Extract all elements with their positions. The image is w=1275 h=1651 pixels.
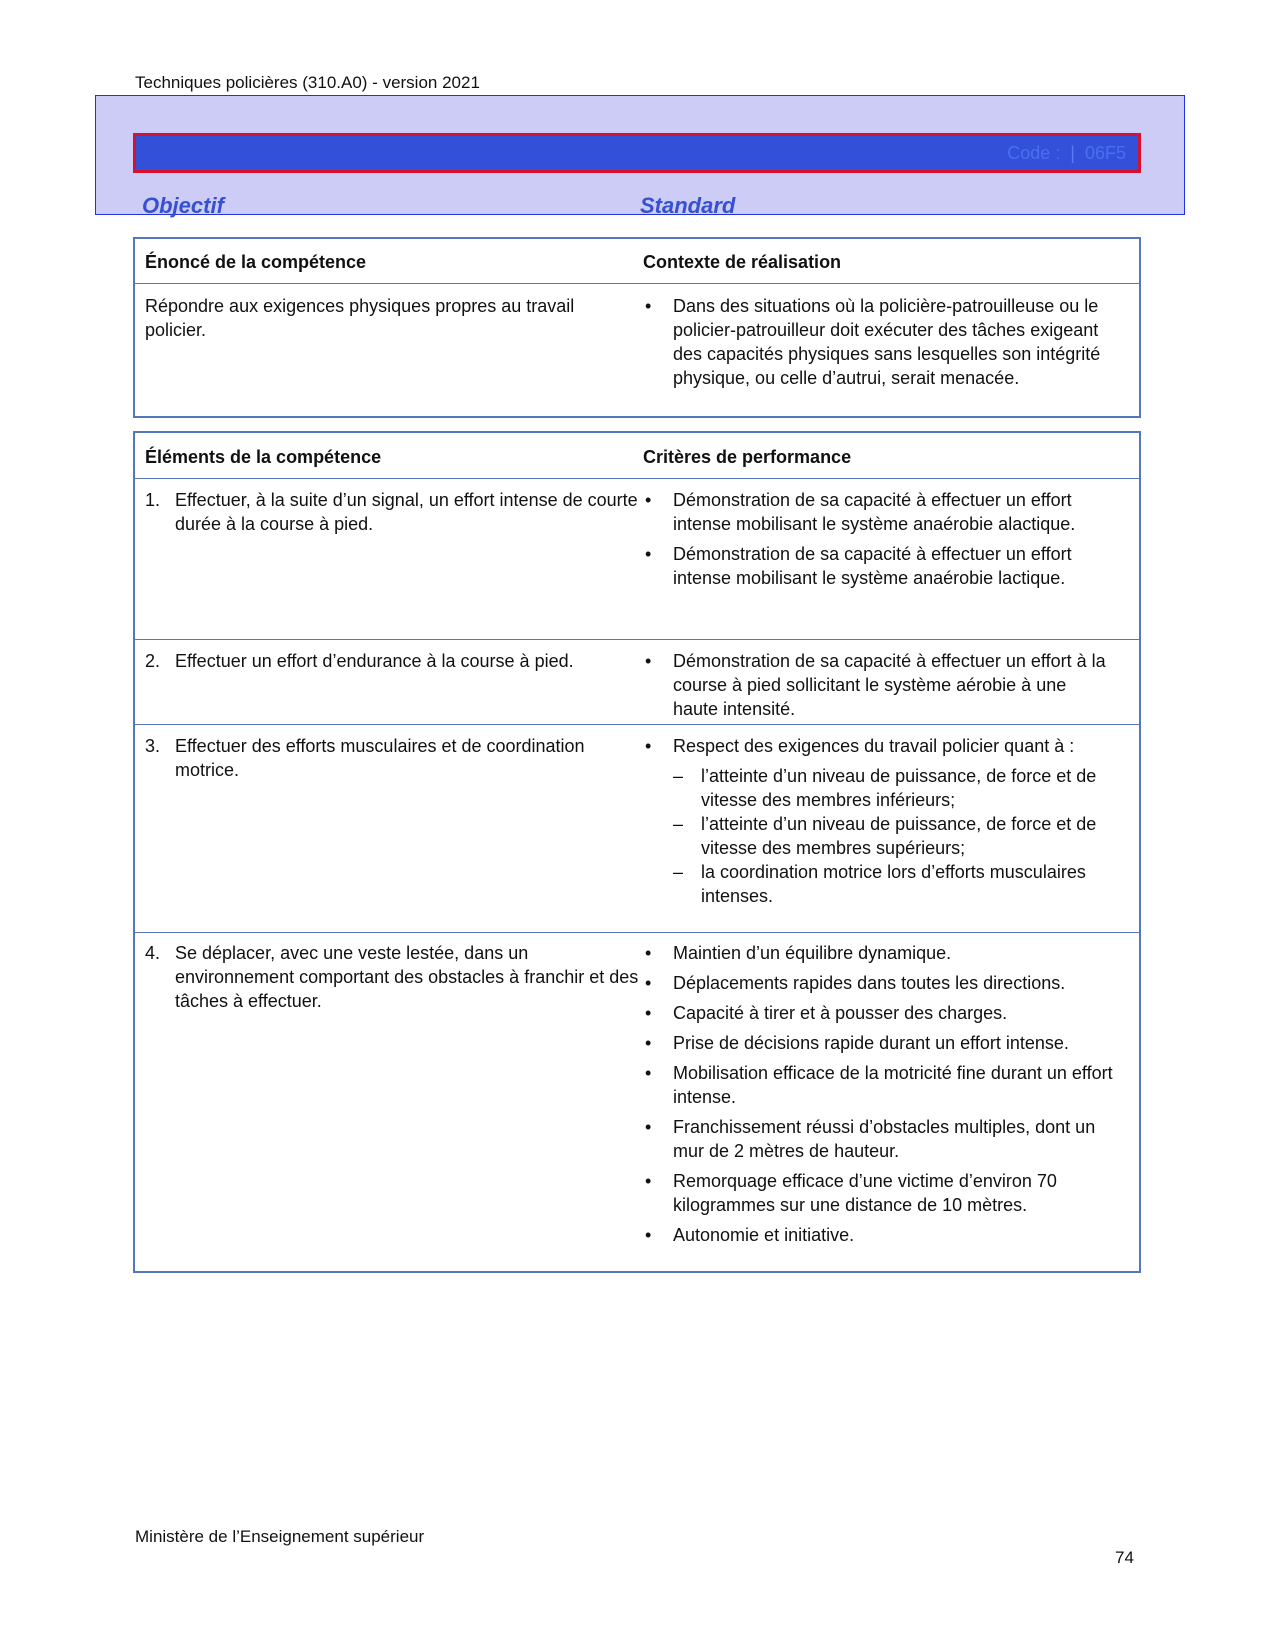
context-list [643,294,1113,396]
header-criteres: Critères de performance [643,447,852,467]
competence-statement-table [133,237,1141,418]
performance-table [133,431,1141,1273]
criteria-list-2 [643,649,1113,727]
competence-statement: Répondre aux exigences physiques propres au travail policier. [145,296,575,340]
table-header-row [135,239,1139,283]
sub-criterion: – l’atteinte d’un niveau de puissance, de force et de vitesse des membres inférieurs; [643,764,1113,812]
criteria-list-1 [643,488,1113,596]
criterion-bullet: • Démonstration de sa capacité à effectuer un effort intense mobilisant le système anaérobie lactique. [643,542,1113,590]
code-label: Code : [1007,143,1061,163]
criterion-bullet: • Prise de décisions rapide durant un effort intense. [643,1031,1113,1055]
criterion-bullet: • Franchissement réussi d’obstacles multiples, dont un mur de 2 mètres de hauteur. [643,1115,1113,1163]
code-bar [133,133,1141,173]
criteria-list-4 [643,941,1113,1253]
criterion-bullet: • Remorquage efficace d’une victime d’environ 70 kilogrammes sur une distance de 10 mètres. [643,1169,1113,1217]
running-header: Techniques policières (310.A0) - version 2021 [135,73,480,92]
header-elements: Éléments de la compétence [145,447,382,467]
criterion-bullet: • Déplacements rapides dans toutes les directions. [643,971,1113,995]
element-2 [145,649,650,673]
criterion-bullet: • Démonstration de sa capacité à effectuer un effort intense mobilisant le système anaérobie alactique. [643,488,1113,536]
criterion-bullet: • Maintien d’un équilibre dynamique. [643,941,1113,965]
code-value: 06F5 [1084,143,1126,163]
column-title-standard: Standard [640,193,736,218]
element-text: Se déplacer, avec une veste lestée, dans un environnement comportant des obstacles à franchir et des tâches à effectuer. [175,943,639,1011]
criteria-list-3 [643,734,1113,908]
element-text: Effectuer des efforts musculaires et de coordination motrice. [175,736,585,780]
element-number: 3. [145,736,161,756]
table-row [135,639,1139,724]
header-contexte: Contexte de réalisation [643,252,842,272]
criterion-bullet: • Capacité à tirer et à pousser des charges. [643,1001,1113,1025]
criterion-bullet: • Démonstration de sa capacité à effectuer un effort à la course à pied sollicitant le système aérobie à une haute intensité. [643,649,1113,721]
page-number: 74 [1115,1548,1134,1567]
sub-criterion: – la coordination motrice lors d’efforts musculaires intenses. [643,860,1113,908]
criterion-bullet: • Autonomie et initiative. [643,1223,1113,1247]
element-number: 2. [145,651,161,671]
table-header-row [135,433,1139,478]
table-row [135,932,1139,1273]
table-row [135,724,1139,932]
criterion-bullet: • Mobilisation efficace de la motricité fine durant un effort intense. [643,1061,1113,1109]
element-text: Effectuer, à la suite d’un signal, un effort intense de courte durée à la course à pied. [175,490,638,534]
column-title-objectif: Objectif [142,193,224,218]
code-display [1007,143,1126,164]
element-4 [145,941,650,1013]
table-row [135,478,1139,639]
sub-criterion: – l’atteinte d’un niveau de puissance, de force et de vitesse des membres supérieurs; [643,812,1113,860]
criterion-bullet: • Respect des exigences du travail policier quant à : [643,734,1113,758]
table-row [135,283,1139,416]
element-text: Effectuer un effort d’endurance à la course à pied. [175,651,574,671]
element-number: 4. [145,943,161,963]
footer-ministry: Ministère de l’Enseignement supérieur [135,1527,425,1546]
element-1 [145,488,650,536]
context-bullet: • Dans des situations où la policière-patrouilleuse ou le policier-patrouilleur doit exécuter des tâches exigeant des capacités physiques sans lesquelles son intégrité physique, ou celle d’autrui, serait menacée. [643,294,1113,390]
code-separator: | [1070,143,1075,163]
element-number: 1. [145,490,161,510]
element-3 [145,734,650,782]
header-enonce: Énoncé de la compétence [145,252,367,272]
